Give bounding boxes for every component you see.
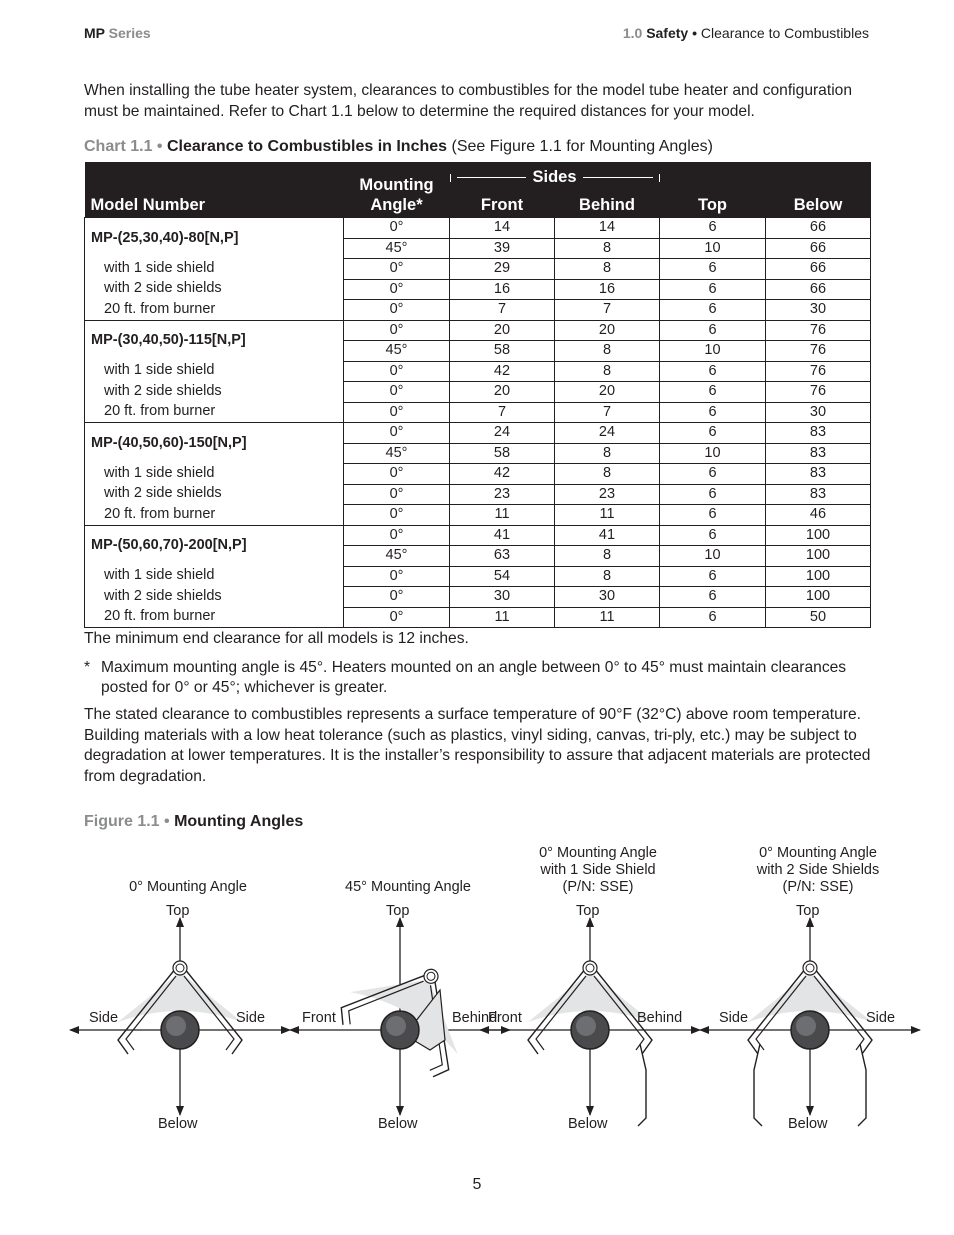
label-right: Side bbox=[866, 1010, 896, 1026]
cell-behind: 8 bbox=[555, 464, 660, 485]
cell-top: 10 bbox=[660, 341, 766, 362]
model-number: MP-(30,40,50)-115[N,P] bbox=[91, 332, 246, 349]
cell-top: 6 bbox=[660, 566, 766, 587]
configuration-label: with 1 side shield bbox=[104, 464, 215, 481]
label-below: Below bbox=[568, 1116, 608, 1132]
configuration-cell bbox=[85, 279, 344, 300]
cell-angle: 45° bbox=[344, 546, 450, 567]
configuration-cell bbox=[85, 566, 344, 587]
diagram-caption-line: 0° Mounting Angle bbox=[129, 879, 247, 895]
configuration-label: with 2 side shields bbox=[104, 587, 222, 604]
heater-diagram-svg bbox=[478, 840, 718, 1140]
cell-behind: 16 bbox=[555, 279, 660, 300]
chart-title-rest: (See Figure 1.1 for Mounting Angles) bbox=[451, 138, 713, 155]
header-top: Top bbox=[660, 162, 766, 218]
cell-front: 58 bbox=[450, 341, 555, 362]
model-number: MP-(50,60,70)-200[N,P] bbox=[91, 537, 247, 554]
cell-below: 83 bbox=[766, 423, 871, 444]
cell-below: 76 bbox=[766, 341, 871, 362]
cell-top: 6 bbox=[660, 505, 766, 526]
model-cell bbox=[85, 320, 344, 361]
label-left: Front bbox=[302, 1010, 336, 1026]
table-row bbox=[85, 382, 871, 403]
configuration-label: 20 ft. from burner bbox=[104, 403, 216, 419]
cell-top: 6 bbox=[660, 361, 766, 382]
label-top: Top bbox=[576, 903, 600, 919]
cell-below: 46 bbox=[766, 505, 871, 526]
label-left: Side bbox=[89, 1010, 119, 1026]
cell-front: 20 bbox=[450, 320, 555, 341]
cell-top: 10 bbox=[660, 546, 766, 567]
cell-below: 76 bbox=[766, 320, 871, 341]
cell-angle: 0° bbox=[344, 484, 450, 505]
cell-below: 100 bbox=[766, 525, 871, 546]
header-section bbox=[623, 25, 869, 41]
cell-behind: 7 bbox=[555, 402, 660, 423]
stated-clearance-note: The stated clearance to combustibles represents a surface temperature of 90°F (32°C) above room temperature. Building materials with a low heat tolerance (such as plastics, vinyl siding, canvas, tri-ply, etc.) may be subject to degradation at lower temperatures. It is the installer’s responsibility to assure that adjacent materials are protected from degradation. bbox=[84, 706, 871, 785]
header-sides bbox=[450, 162, 660, 190]
side-shield-left bbox=[754, 1044, 762, 1126]
min-end-note: The minimum end clearance for all models is 12 inches. bbox=[84, 630, 469, 647]
configuration-cell bbox=[85, 484, 344, 505]
cell-angle: 0° bbox=[344, 525, 450, 546]
chart-title-bold: Clearance to Combustibles in Inches bbox=[166, 138, 448, 155]
sides-line-right bbox=[583, 177, 653, 178]
chart-label: Chart 1.1 • bbox=[84, 138, 163, 155]
cell-below: 100 bbox=[766, 587, 871, 608]
cell-top: 6 bbox=[660, 587, 766, 608]
label-left: Side bbox=[719, 1010, 749, 1026]
figure-label: Figure 1.1 • bbox=[84, 813, 170, 830]
sides-label: Sides bbox=[532, 168, 577, 186]
label-below: Below bbox=[378, 1116, 418, 1132]
cell-front: 24 bbox=[450, 423, 555, 444]
label-right: Behind bbox=[452, 1010, 498, 1026]
cell-top: 6 bbox=[660, 525, 766, 546]
cell-top: 6 bbox=[660, 464, 766, 485]
configuration-cell bbox=[85, 300, 344, 321]
cell-angle: 0° bbox=[344, 505, 450, 526]
label-top: Top bbox=[166, 903, 190, 919]
cell-below: 83 bbox=[766, 484, 871, 505]
cell-behind: 8 bbox=[555, 443, 660, 464]
cell-front: 20 bbox=[450, 382, 555, 403]
cell-angle: 45° bbox=[344, 443, 450, 464]
cell-front: 41 bbox=[450, 525, 555, 546]
model-cell bbox=[85, 218, 344, 259]
diagram-4 bbox=[698, 840, 938, 1140]
sides-tick-left bbox=[450, 174, 451, 182]
cell-angle: 0° bbox=[344, 320, 450, 341]
cell-below: 66 bbox=[766, 218, 871, 239]
cell-top: 6 bbox=[660, 300, 766, 321]
footnote-marker: * bbox=[84, 659, 91, 676]
cell-front: 39 bbox=[450, 238, 555, 259]
table-row bbox=[85, 525, 871, 546]
cell-angle: 0° bbox=[344, 566, 450, 587]
cell-angle: 0° bbox=[344, 464, 450, 485]
header-below: Below bbox=[766, 162, 871, 218]
label-below: Below bbox=[788, 1116, 828, 1132]
cell-below: 83 bbox=[766, 443, 871, 464]
model-cell bbox=[85, 423, 344, 464]
header-mounting-line1: Mounting bbox=[359, 176, 434, 194]
cell-below: 30 bbox=[766, 300, 871, 321]
section-separator: • bbox=[692, 25, 698, 41]
cell-front: 30 bbox=[450, 587, 555, 608]
cell-angle: 0° bbox=[344, 361, 450, 382]
cell-top: 6 bbox=[660, 382, 766, 403]
cell-behind: 8 bbox=[555, 341, 660, 362]
cell-top: 6 bbox=[660, 259, 766, 280]
cell-below: 66 bbox=[766, 259, 871, 280]
cell-behind: 8 bbox=[555, 546, 660, 567]
diagram-3 bbox=[478, 840, 718, 1140]
cell-behind: 7 bbox=[555, 300, 660, 321]
sides-line-left bbox=[457, 177, 527, 178]
cell-behind: 8 bbox=[555, 361, 660, 382]
cell-front: 11 bbox=[450, 505, 555, 526]
configuration-label: with 1 side shield bbox=[104, 362, 215, 378]
cell-angle: 0° bbox=[344, 382, 450, 403]
cell-top: 6 bbox=[660, 279, 766, 300]
heater-diagram-svg bbox=[68, 840, 308, 1140]
configuration-label: with 1 side shield bbox=[104, 259, 215, 276]
cell-behind: 20 bbox=[555, 320, 660, 341]
cell-angle: 0° bbox=[344, 423, 450, 444]
cell-behind: 23 bbox=[555, 484, 660, 505]
cell-front: 63 bbox=[450, 546, 555, 567]
cell-behind: 11 bbox=[555, 607, 660, 628]
cell-front: 29 bbox=[450, 259, 555, 280]
cell-below: 83 bbox=[766, 464, 871, 485]
cell-front: 7 bbox=[450, 300, 555, 321]
cell-angle: 0° bbox=[344, 607, 450, 628]
diagram-caption-line: (P/N: SSE) bbox=[562, 879, 634, 895]
label-left: Front bbox=[488, 1010, 522, 1026]
cell-angle: 0° bbox=[344, 587, 450, 608]
cell-front: 16 bbox=[450, 279, 555, 300]
chart-title bbox=[84, 138, 713, 156]
configuration-label: with 1 side shield bbox=[104, 567, 215, 583]
cell-behind: 8 bbox=[555, 566, 660, 587]
sides-tick-right bbox=[659, 174, 660, 182]
cell-behind: 41 bbox=[555, 525, 660, 546]
cell-below: 30 bbox=[766, 402, 871, 423]
section-number: 1.0 bbox=[622, 25, 643, 41]
configuration-cell bbox=[85, 587, 344, 608]
table-row bbox=[85, 361, 871, 382]
model-cell bbox=[85, 525, 344, 566]
cell-angle: 0° bbox=[344, 259, 450, 280]
configuration-label: 20 ft. from burner bbox=[104, 300, 216, 317]
cell-top: 6 bbox=[660, 484, 766, 505]
diagram-caption-line: 0° Mounting Angle bbox=[759, 845, 877, 861]
cell-front: 42 bbox=[450, 464, 555, 485]
configuration-label: with 2 side shields bbox=[104, 485, 222, 501]
configuration-label: with 2 side shields bbox=[104, 382, 222, 399]
cell-angle: 0° bbox=[344, 218, 450, 239]
table-row bbox=[85, 423, 871, 444]
table-row bbox=[85, 464, 871, 485]
table-row bbox=[85, 300, 871, 321]
series-word: Series bbox=[108, 25, 151, 41]
configuration-cell bbox=[85, 361, 344, 382]
cell-front: 14 bbox=[450, 218, 555, 239]
cell-top: 6 bbox=[660, 320, 766, 341]
header-model-number: Model Number bbox=[85, 162, 344, 218]
model-number: MP-(25,30,40)-80[N,P] bbox=[91, 229, 239, 246]
configuration-cell bbox=[85, 402, 344, 423]
cell-front: 42 bbox=[450, 361, 555, 382]
diagram-caption-line: (P/N: SSE) bbox=[782, 879, 854, 895]
table-row bbox=[85, 566, 871, 587]
cell-below: 100 bbox=[766, 546, 871, 567]
diagram-caption-line: with 1 Side Shield bbox=[540, 862, 656, 878]
diagram-caption-line: 0° Mounting Angle bbox=[539, 845, 657, 861]
table-row bbox=[85, 484, 871, 505]
configuration-label: 20 ft. from burner bbox=[104, 608, 216, 624]
cell-below: 76 bbox=[766, 382, 871, 403]
cell-behind: 8 bbox=[555, 259, 660, 280]
label-top: Top bbox=[796, 903, 820, 919]
configuration-cell bbox=[85, 464, 344, 485]
cell-below: 66 bbox=[766, 238, 871, 259]
cell-angle: 0° bbox=[344, 279, 450, 300]
side-shield-right bbox=[638, 1044, 646, 1126]
cell-top: 6 bbox=[660, 402, 766, 423]
cell-behind: 20 bbox=[555, 382, 660, 403]
header-behind: Behind bbox=[555, 190, 660, 218]
configuration-cell bbox=[85, 259, 344, 280]
table-row bbox=[85, 505, 871, 526]
diagram-caption-line: 45° Mounting Angle bbox=[345, 879, 471, 895]
configuration-label: with 2 side shields bbox=[104, 280, 222, 296]
configuration-cell bbox=[85, 505, 344, 526]
cell-top: 6 bbox=[660, 218, 766, 239]
configuration-label: 20 ft. from burner bbox=[104, 505, 216, 522]
label-below: Below bbox=[158, 1116, 198, 1132]
cell-angle: 45° bbox=[344, 238, 450, 259]
cell-angle: 0° bbox=[344, 402, 450, 423]
model-number: MP-(40,50,60)-150[N,P] bbox=[91, 434, 247, 451]
table-row bbox=[85, 259, 871, 280]
intro-paragraph: When installing the tube heater system, clearances to combustibles for the model tube heater and configuration must be maintained. Refer to Chart 1.1 below to determine the required distances for your model. bbox=[84, 82, 852, 120]
label-top: Top bbox=[386, 903, 410, 919]
cell-behind: 24 bbox=[555, 423, 660, 444]
configuration-cell bbox=[85, 382, 344, 403]
page-number: 5 bbox=[472, 1176, 482, 1193]
section-name: Safety bbox=[646, 25, 689, 41]
cell-below: 100 bbox=[766, 566, 871, 587]
cell-top: 6 bbox=[660, 423, 766, 444]
configuration-cell bbox=[85, 607, 344, 628]
header-front: Front bbox=[450, 190, 555, 218]
table-body bbox=[85, 218, 871, 628]
label-right: Behind bbox=[637, 1010, 683, 1026]
table-row bbox=[85, 218, 871, 239]
cell-below: 66 bbox=[766, 279, 871, 300]
diagram-caption-line: with 2 Side Shields bbox=[756, 862, 880, 878]
header-series bbox=[84, 25, 151, 41]
header-mounting-line2: Angle* bbox=[370, 196, 423, 214]
footnote-text: Maximum mounting angle is 45°. Heaters mounted on an angle between 0° to 45° must maintain clearances posted for 0° or 45°; whichever is greater. bbox=[101, 659, 847, 696]
cell-front: 58 bbox=[450, 443, 555, 464]
cell-top: 6 bbox=[660, 607, 766, 628]
table-row bbox=[85, 402, 871, 423]
series-name: MP bbox=[84, 25, 105, 41]
cell-front: 23 bbox=[450, 484, 555, 505]
cell-below: 50 bbox=[766, 607, 871, 628]
cell-behind: 8 bbox=[555, 238, 660, 259]
cell-behind: 30 bbox=[555, 587, 660, 608]
cell-top: 10 bbox=[660, 238, 766, 259]
diagram-1 bbox=[68, 840, 308, 1140]
footnote bbox=[84, 658, 874, 698]
label-right: Side bbox=[236, 1010, 266, 1026]
cell-front: 11 bbox=[450, 607, 555, 628]
header-mounting-angle bbox=[344, 162, 450, 218]
heater-diagram-svg bbox=[698, 840, 938, 1140]
cell-behind: 11 bbox=[555, 505, 660, 526]
sides-bracket bbox=[450, 168, 660, 190]
side-shield-right bbox=[858, 1044, 866, 1126]
clearance-table bbox=[84, 162, 871, 628]
cell-top: 10 bbox=[660, 443, 766, 464]
cell-angle: 0° bbox=[344, 300, 450, 321]
cell-front: 54 bbox=[450, 566, 555, 587]
cell-below: 76 bbox=[766, 361, 871, 382]
cell-behind: 14 bbox=[555, 218, 660, 239]
table-row bbox=[85, 587, 871, 608]
table-row bbox=[85, 279, 871, 300]
table-row bbox=[85, 320, 871, 341]
cell-angle: 45° bbox=[344, 341, 450, 362]
cell-front: 7 bbox=[450, 402, 555, 423]
table-row bbox=[85, 607, 871, 628]
figure-title bbox=[84, 813, 303, 831]
section-subtitle: Clearance to Combustibles bbox=[700, 25, 869, 41]
figure-title-bold: Mounting Angles bbox=[174, 813, 304, 830]
